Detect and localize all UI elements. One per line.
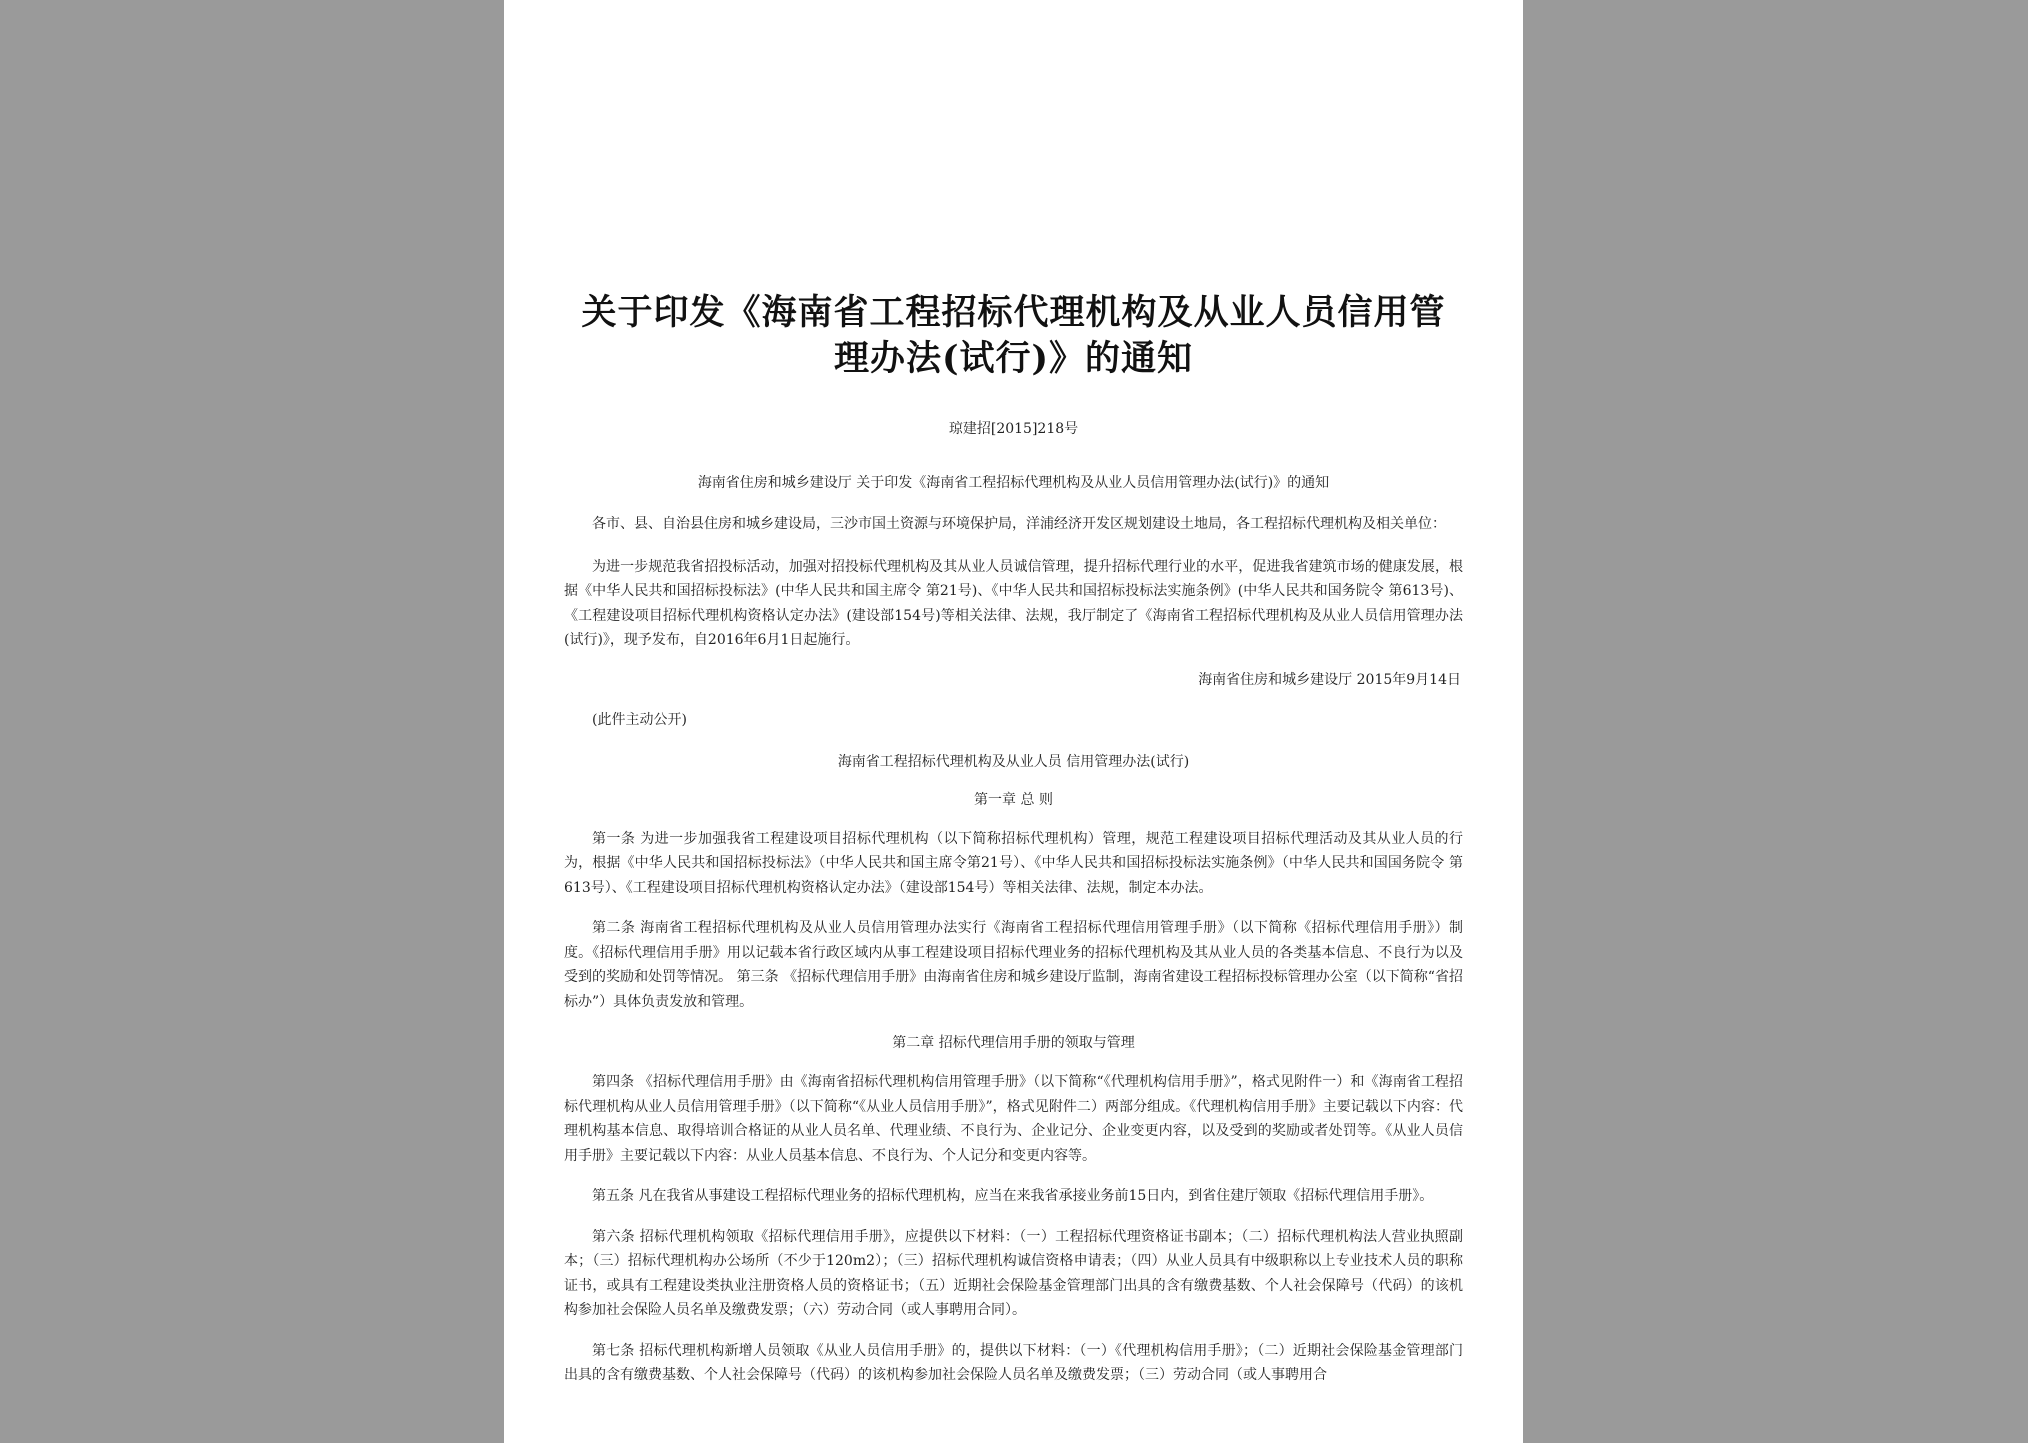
document-number: 琼建招[2015]218号 [948, 421, 1079, 437]
document-title [564, 290, 1463, 382]
article-5: 第五条 凡在我省从事建设工程招标代理业务的招标代理机构，应当在来我省承接业务前15日内，到省住建厅领取《招标代理信用手册》。 [592, 1188, 1434, 1204]
regulation-title: 海南省工程招标代理机构及从业人员 信用管理办法(试行) [837, 753, 1190, 770]
chapter-2-title: 第二章 招标代理信用手册的领取与管理 [892, 1035, 1135, 1051]
public-disclosure-note: (此件主动公开) [592, 711, 687, 728]
article-7: 第七条 招标代理机构新增人员领取《从业人员信用手册》的，提供以下材料：（一）《代理机构信用手册》；（二）近期社会保险基金管理部门出具的含有缴费基数、个人社会保障号（代码）的该机构参加社会保险人员名单及缴费发票；（三）劳动合同（或人事聘用合 [564, 1342, 1463, 1383]
article-2-3: 第二条 海南省工程招标代理机构及从业人员信用管理办法实行《海南省工程招标代理信用管理手册》（以下简称《招标代理信用手册》）制度。《招标代理信用手册》用以记载本省行政区域内从事工程建设项目招标代理业务的招标代理机构及其从业人员的各类基本信息、不良行为以及受到的奖励和处罚等情况。 第三条 《招标代理信用手册》由海南省住房和城乡建设厅监制，海南省建设工程招标投标管理办公室（以下简称“省招标办”）具体负责发放和管理。 [564, 920, 1463, 1010]
notice-body-paragraph: 为进一步规范我省招投标活动，加强对招投标代理机构及其从业人员诚信管理，提升招标代理行业的水平，促进我省建筑市场的健康发展，根据《中华人民共和国招标投标法》(中华人民共和国主席令 第21号)、《中华人民共和国招标投标法实施条例》(中华人民共和国务院令 第613号)、《工程建设项目招标代理机构资格认定办法》(建设部154号)等相关法律、法规，我厅制定了《海南省工程招标代理机构及从业人员信用管理办法(试行)》，现予发布，自2016年6月1日起施行。 [564, 558, 1463, 648]
document-page [504, 0, 1523, 1443]
article-4: 第四条 《招标代理信用手册》由《海南省招标代理机构信用管理手册》（以下简称“《代理机构信用手册》”，格式见附件一）和《海南省工程招标代理机构从业人员信用管理手册》（以下简称“《从业人员信用手册》”，格式见附件二）两部分组成。《代理机构信用手册》主要记载以下内容：代理机构基本信息、取得培训合格证的从业人员名单、代理业绩、不良行为、企业记分、企业变更内容，以及受到的奖励或者处罚等。《从业人员信用手册》主要记载以下内容：从业人员基本信息、不良行为、个人记分和变更内容等。 [564, 1074, 1463, 1164]
article-1: 第一条 为进一步加强我省工程建设项目招标代理机构（以下简称招标代理机构）管理，规范工程建设项目招标代理活动及其从业人员的行为，根据《中华人民共和国招标投标法》（中华人民共和国主席令第21号）、《中华人民共和国招标投标法实施条例》（中华人民共和国国务院令 第613号）、《工程建设项目招标代理机构资格认定办法》（建设部154号）等相关法律、法规，制定本办法。 [564, 830, 1463, 896]
title-line-2: 理办法(试行)》的通知 [833, 338, 1194, 379]
notice-heading: 海南省住房和城乡建设厅 关于印发《海南省工程招标代理机构及从业人员信用管理办法(试行)》的通知 [697, 475, 1330, 491]
article-6: 第六条 招标代理机构领取《招标代理信用手册》，应提供以下材料：（一）工程招标代理资格证书副本；（二）招标代理机构法人营业执照副本；（三）招标代理机构办公场所（不少于120m2）；（三）招标代理机构诚信资格申请表；（四）从业人员具有中级职称以上专业技术人员的职称证书，或具有工程建设类执业注册资格人员的资格证书；（五）近期社会保险基金管理部门出具的含有缴费基数、个人社会保障号（代码）的该机构参加社会保险人员名单及缴费发票；（六）劳动合同（或人事聘用合同）。 [564, 1228, 1463, 1318]
title-line-1: 关于印发《海南省工程招标代理机构及从业人员信用管 [581, 292, 1446, 333]
chapter-1-title: 第一章 总 则 [974, 791, 1053, 808]
issuer-signature-date: 海南省住房和城乡建设厅 2015年9月14日 [1198, 671, 1461, 688]
recipients-paragraph: 各市、县、自治县住房和城乡建设局，三沙市国土资源与环境保护局，洋浦经济开发区规划建设土地局，各工程招标代理机构及相关单位： [592, 516, 1446, 532]
